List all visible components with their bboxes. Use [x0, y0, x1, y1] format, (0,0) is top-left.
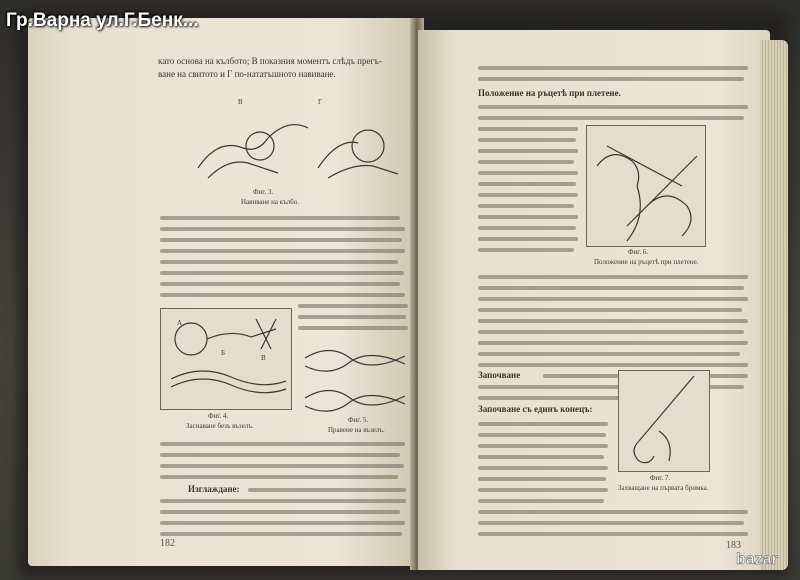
right-heading-2: Започване — [478, 370, 521, 380]
fig3-caption: Фиг. 3. — [253, 188, 274, 196]
bazar-logo — [732, 544, 790, 572]
right-section-heading: Положение на ръцетѣ при плетене. — [478, 88, 621, 98]
fig6-subcaption: Положение на ръцетѣ при плетене. — [594, 258, 699, 266]
fig7-subcaption: Захващане на първата бримка. — [618, 484, 709, 492]
fig5-subcaption: Правене на възелъ. — [328, 426, 385, 434]
watermark-title: Гр.Варна ул.Г.Бенк... — [6, 10, 199, 31]
svg-text:bazar: bazar — [736, 551, 778, 568]
fig4-subcaption: Заснаване безъ възелъ. — [186, 422, 254, 430]
fig3-label-g: Г — [318, 98, 323, 106]
left-top-text-2: ване на свитото и Г по-нататъшното навиване. — [158, 69, 336, 79]
fig4-letter-a: А — [177, 319, 183, 327]
fig3-illustration — [188, 108, 408, 188]
left-paragraph-heading: Изглаждане: — [188, 484, 240, 494]
left-page — [28, 18, 416, 566]
left-page-number: 182 — [160, 538, 175, 549]
fig4-letter-v: В — [261, 354, 266, 362]
page-edges — [760, 40, 788, 570]
fig6-illustration — [586, 125, 706, 247]
fig7-illustration — [618, 370, 710, 472]
fig4-caption: Фиг. 4. — [208, 412, 229, 420]
fig4-letter-b: Б — [221, 349, 226, 357]
right-page — [418, 30, 770, 570]
fig3-subcaption: Навиване на кълбо. — [241, 198, 300, 206]
right-page-number: 183 — [726, 540, 741, 551]
fig5-illustration — [300, 338, 410, 418]
left-top-text: като основа на кълбото; В показния моментъ слѣдъ прегъ- — [158, 56, 382, 66]
fig4-illustration — [160, 308, 292, 410]
fig3-label-b: В — [238, 98, 243, 106]
fig6-caption: Фиг. 6. — [628, 248, 649, 256]
fig7-caption: Фиг. 7. — [650, 474, 671, 482]
fig5-caption: Фиг. 5. — [348, 416, 369, 424]
right-heading-3: Започване съ единъ конецъ: — [478, 404, 593, 414]
